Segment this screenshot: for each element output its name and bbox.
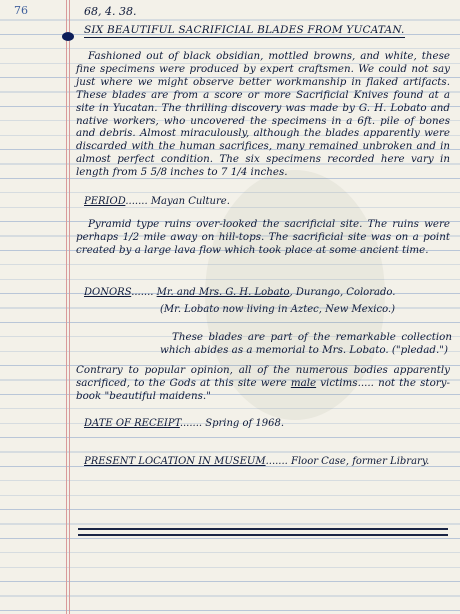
receipt-value: Spring of 1968.: [205, 418, 285, 429]
donors-note: (Mr. Lobato now living in Aztec, New Mexico.): [160, 304, 396, 315]
period-label: PERIOD: [84, 196, 126, 207]
receipt-line: [84, 418, 284, 429]
donors-place: , Durango, Colorado.: [289, 287, 396, 298]
margin-line: [66, 0, 67, 614]
location-line: [84, 456, 429, 467]
contrary-emphasis: male: [290, 376, 317, 389]
donors-label: DONORS: [84, 287, 132, 298]
location-value: Floor Case, former Library.: [291, 456, 430, 467]
donors-dots: .......: [131, 287, 157, 298]
catalog-date: 68, 4. 38.: [84, 5, 137, 18]
closing-rule-top: [78, 528, 448, 530]
contrary-after: victims..... not the story-book "beautiful maidens.": [76, 376, 450, 402]
description-paragraph: Fashioned out of black obsidian, mottled browns, and white, these fine specimens were produced by expert craftsmen. We could not say just where we might observe better workmanship in flaked artifacts. These blades are from a score or more Sacrificial Knives found at a site in Yucatan. The thrilling discovery was made by G. H. Lobato and native workers, who uncovered the specimens in a 6ft. pile of bones and debris. Almost miraculously, although the blades apparently were discarded with the human sacrifices, many remained unbroken and in almost perfect condition. The six specimens recorded here vary in length from 5 5/8 inches to 7 1/4 inches.: [76, 50, 450, 179]
location-dots: .......: [265, 456, 292, 467]
period-paragraph: Pyramid type ruins over-looked the sacrificial site. The ruins were perhaps 1/2 mile away on hill-tops. The sacrificial site was on a point created by a large lava flow which took place at some ancient time.: [76, 218, 450, 256]
margin-line-inner: [69, 0, 70, 614]
page-title: SIX BEAUTIFUL SACRIFICIAL BLADES FROM YUCATAN.: [84, 24, 405, 36]
contrary-paragraph: [76, 364, 450, 403]
period-line: [84, 196, 230, 207]
ink-dot-mark: [62, 32, 74, 41]
location-label: PRESENT LOCATION IN MUSEUM: [84, 456, 266, 467]
donors-line: [84, 287, 395, 298]
page-number: 76: [14, 4, 28, 17]
period-dots: .......: [125, 196, 151, 207]
memorial-paragraph: These blades are part of the remarkable collection which abides as a memorial to Mrs. Lobato. ("pledad."): [160, 331, 452, 356]
period-value: Mayan Culture.: [150, 196, 230, 207]
receipt-label: DATE OF RECEIPT: [84, 418, 180, 429]
closing-rule-bottom: [78, 534, 448, 536]
contrary-before: Contrary to popular opinion, all of the numerous bodies apparently sacrificed, to the Gods at this site were: [76, 364, 450, 389]
receipt-dots: .......: [179, 418, 206, 429]
donors-name: Mr. and Mrs. G. H. Lobato: [156, 287, 290, 298]
